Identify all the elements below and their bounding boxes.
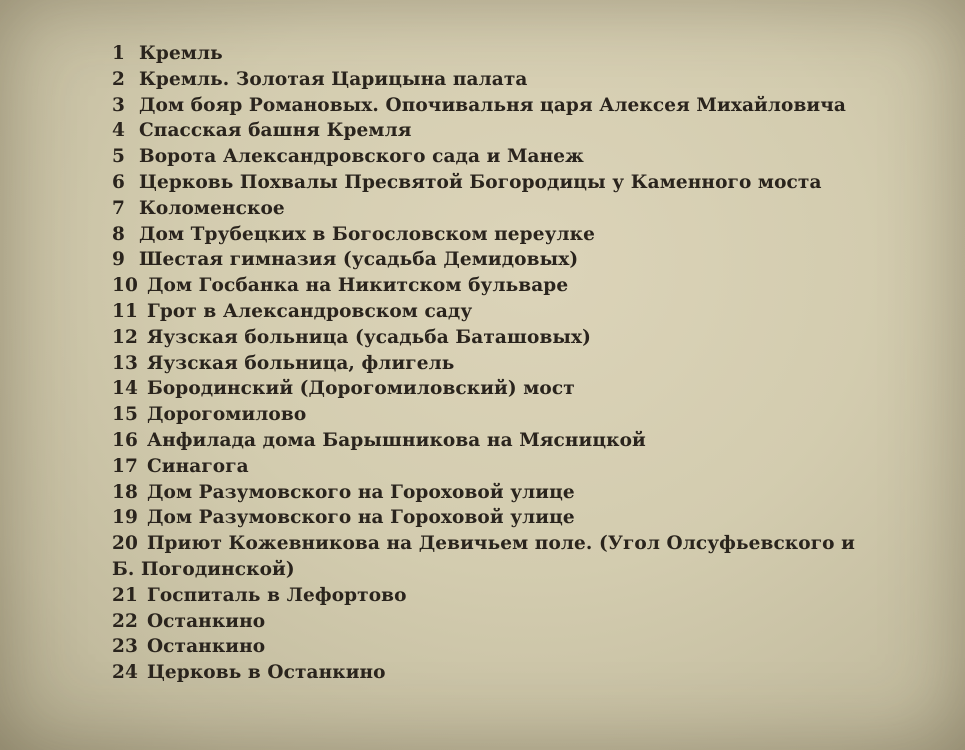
- item-text: Кремль. Золотая Царицына палата: [138, 68, 528, 90]
- item-number: 20: [112, 533, 138, 555]
- list-item: [112, 93, 912, 119]
- list-item: [112, 41, 912, 67]
- item-number: 9: [112, 249, 125, 271]
- item-number: 5: [112, 146, 125, 168]
- item-number: 6: [112, 171, 125, 193]
- list-item: [112, 118, 912, 144]
- list-item: [112, 299, 912, 325]
- list-item: [112, 376, 912, 402]
- item-number: 13: [112, 352, 138, 374]
- list-item: [112, 170, 912, 196]
- list-item: [112, 325, 912, 351]
- item-text: Госпиталь в Лефортово: [146, 584, 407, 606]
- item-number: 17: [112, 455, 138, 477]
- illustration-list: [112, 41, 912, 686]
- item-number: 7: [112, 197, 125, 219]
- item-text: Анфилада дома Барышникова на Мясницкой: [146, 429, 646, 451]
- item-text: Яузская больница (усадьба Баташовых): [146, 326, 592, 348]
- item-number: 19: [112, 507, 138, 529]
- item-number: 3: [112, 94, 125, 116]
- item-text: Яузская больница, флигель: [146, 352, 455, 374]
- item-text: Дом Госбанка на Никитском бульваре: [146, 275, 569, 297]
- item-number: 18: [112, 481, 138, 503]
- item-number: 24: [112, 662, 138, 684]
- list-item: [112, 428, 912, 454]
- list-item: [112, 505, 912, 531]
- item-text: Кремль: [138, 43, 223, 64]
- item-number: 23: [112, 636, 138, 658]
- item-text: Грот в Александровском саду: [146, 300, 473, 322]
- item-text: Коломенское: [138, 197, 285, 219]
- item-text: Приют Кожевникова на Девичьем поле. (Угол Олсуфьевского и Б. Погодинской): [112, 533, 855, 580]
- list-item: [112, 196, 912, 222]
- item-text: Останкино: [146, 636, 266, 658]
- list-item: [112, 454, 912, 480]
- item-number: 2: [112, 68, 125, 90]
- item-text: Дом Разумовского на Гороховой улице: [146, 507, 575, 529]
- item-text: Спасская башня Кремля: [138, 120, 412, 142]
- item-text: Бородинский (Дорогомиловский) мост: [146, 378, 575, 400]
- item-number: 14: [112, 378, 138, 400]
- item-number: 11: [112, 300, 138, 322]
- list-item: [112, 609, 912, 635]
- item-text: Церковь Похвалы Пресвятой Богородицы у Каменного моста: [138, 171, 822, 193]
- list-item: [112, 144, 912, 170]
- list-item: [112, 402, 912, 428]
- item-text: Дорогомилово: [146, 404, 307, 426]
- item-number: 12: [112, 326, 138, 348]
- item-text: Ворота Александровского сада и Манеж: [138, 146, 584, 168]
- item-text: Дом Разумовского на Гороховой улице: [146, 481, 575, 503]
- list-item: [112, 351, 912, 377]
- list-item: [112, 660, 912, 686]
- item-text: Шестая гимназия (усадьба Демидовых): [138, 249, 579, 271]
- list-item: [112, 480, 912, 506]
- list-item: [112, 247, 912, 273]
- list-item: [112, 583, 912, 609]
- item-text: Дом Трубецких в Богословском переулке: [138, 223, 595, 245]
- list-item: [112, 634, 912, 660]
- item-text: Останкино: [146, 610, 266, 632]
- list-item: [112, 222, 912, 248]
- list-item: [112, 273, 912, 299]
- list-item: [112, 67, 912, 93]
- item-number: 16: [112, 429, 138, 451]
- item-number: 8: [112, 223, 125, 245]
- item-number: 10: [112, 275, 138, 297]
- item-text: Дом бояр Романовых. Опочивальня царя Алексея Михайловича: [138, 94, 846, 116]
- item-text: Синагога: [146, 455, 249, 477]
- list-item: [112, 531, 872, 583]
- item-number: 22: [112, 610, 138, 632]
- item-number: 21: [112, 584, 138, 606]
- item-text: Церковь в Останкино: [146, 662, 386, 684]
- item-number: 1: [112, 43, 125, 64]
- item-number: 4: [112, 120, 125, 142]
- item-number: 15: [112, 404, 138, 426]
